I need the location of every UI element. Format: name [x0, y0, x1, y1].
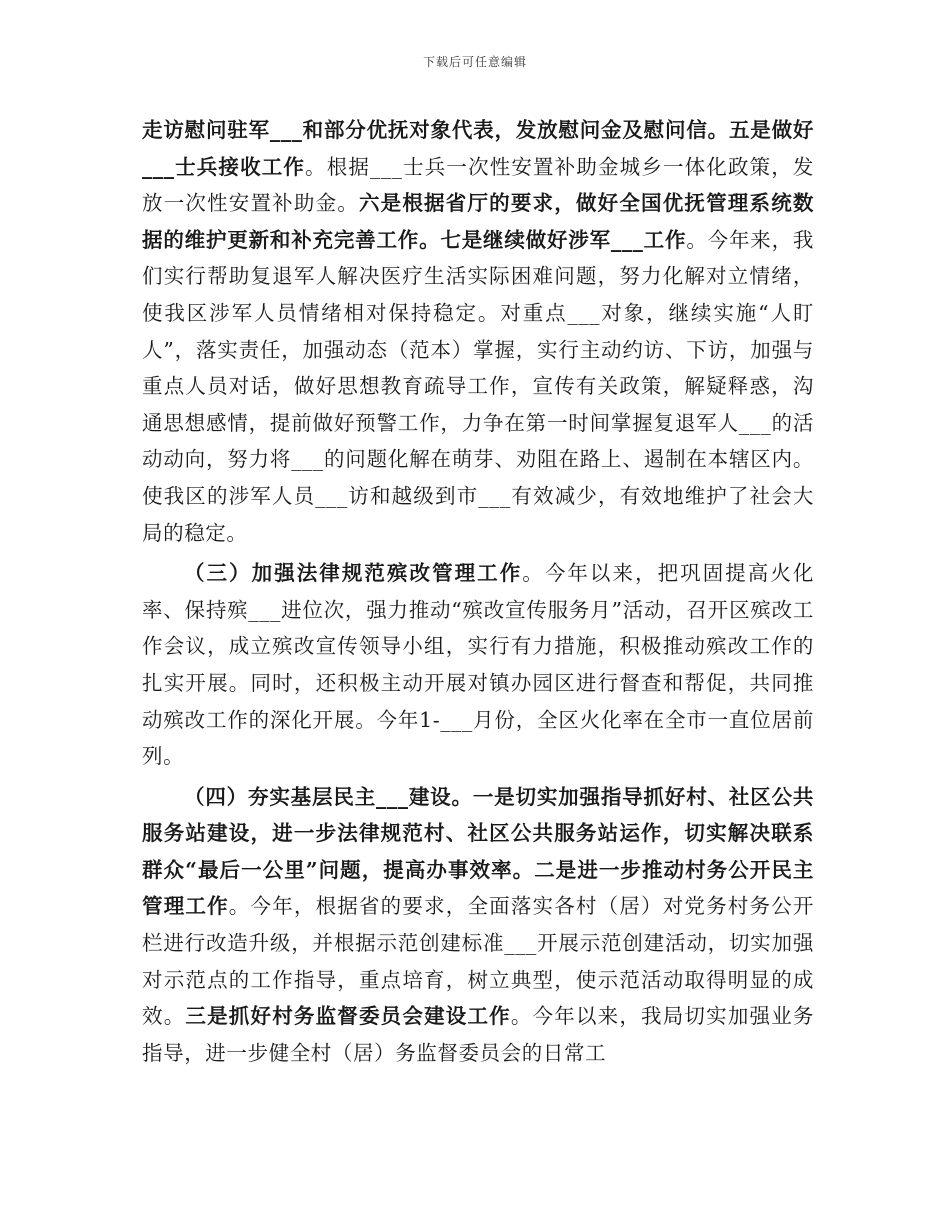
page-header: 下载后可任意编辑	[422, 55, 527, 69]
paragraph-2	[142, 555, 814, 775]
text-run: 。今年以来，我局切实加强业务指导，进一步健全村（居）务监督委员会的日常工	[142, 1004, 815, 1065]
paragraph-1	[142, 112, 814, 551]
text-run: 走访慰问驻军___和部分优抚对象代表，发放慰问金及慰问信。五是做好___士兵接收工作	[142, 118, 814, 179]
text-run: （三）加强法律规范殡改管理工作	[184, 561, 523, 586]
text-run: 。今年来，我们实行帮助复退军人解决医疗生活实际困难问题，努力化解对立情绪，使我区涉军人员情绪相对保持稳定。对重点___对象，继续实施“人盯人”，落实责任，加强动态（范本）掌握，实行主动约访、下访，加强与重点人员对话，做好思想教育疏导工作，宣传有关政策，解疑释惑，沟通思想感情，提前做好预警工作，力争在第一时间掌握复退军人___的活动动向，努力将___的问题化解在萌芽、劝阻在路上、遏制在本辖区内。使我区的涉军人员___访和越级到市___有效减少，有效地维护了社会大局的稳定。	[142, 227, 814, 545]
paragraph-3	[142, 779, 814, 1072]
text-run: 三是抓好村务监督委员会建设工作	[185, 1004, 511, 1029]
text-run: 。今年以来，把巩固提高火化率、保持殡___进位次，强力推动“殡改宣传服务月”活动，召开区殡改工作会议，成立殡改宣传领导小组，实行有力措施，积极推动殡改工作的扎实开展。同时，还积极主动开展对镇办园区进行督查和帮促，共同推动殡改工作的深化开展。今年1-___月份，全区火化率在全市一直位居前列。	[142, 561, 814, 769]
text-run: （四）夯实基层民主___建设。一是切实加强指导抓好村、社区公共服务站建设，进一步法律规范村、社区公共服务站运作，切实解决联系群众“最后一公里”问题，提高办事效率。二是进一步推动村务公开民主管理工作	[142, 784, 814, 919]
text-run: 六是根据省厅的要求，做好全国优抚管理系统数据的维护更新和补充完善工作。七是继续做好涉军___工作	[142, 191, 814, 252]
document-body	[142, 112, 814, 1071]
text-run: 。根据___士兵一次性安置补助金城乡一体化政策，发放一次性安置补助金。	[142, 154, 815, 216]
text-run: 。今年，根据省的要求，全面落实各村（居）对党务村务公开栏进行改造升级，并根据示范创建标准___开展示范创建活动，切实加强对示范点的工作指导，重点培育，树立典型，使示范活动取得明显的成效。	[142, 894, 815, 1029]
